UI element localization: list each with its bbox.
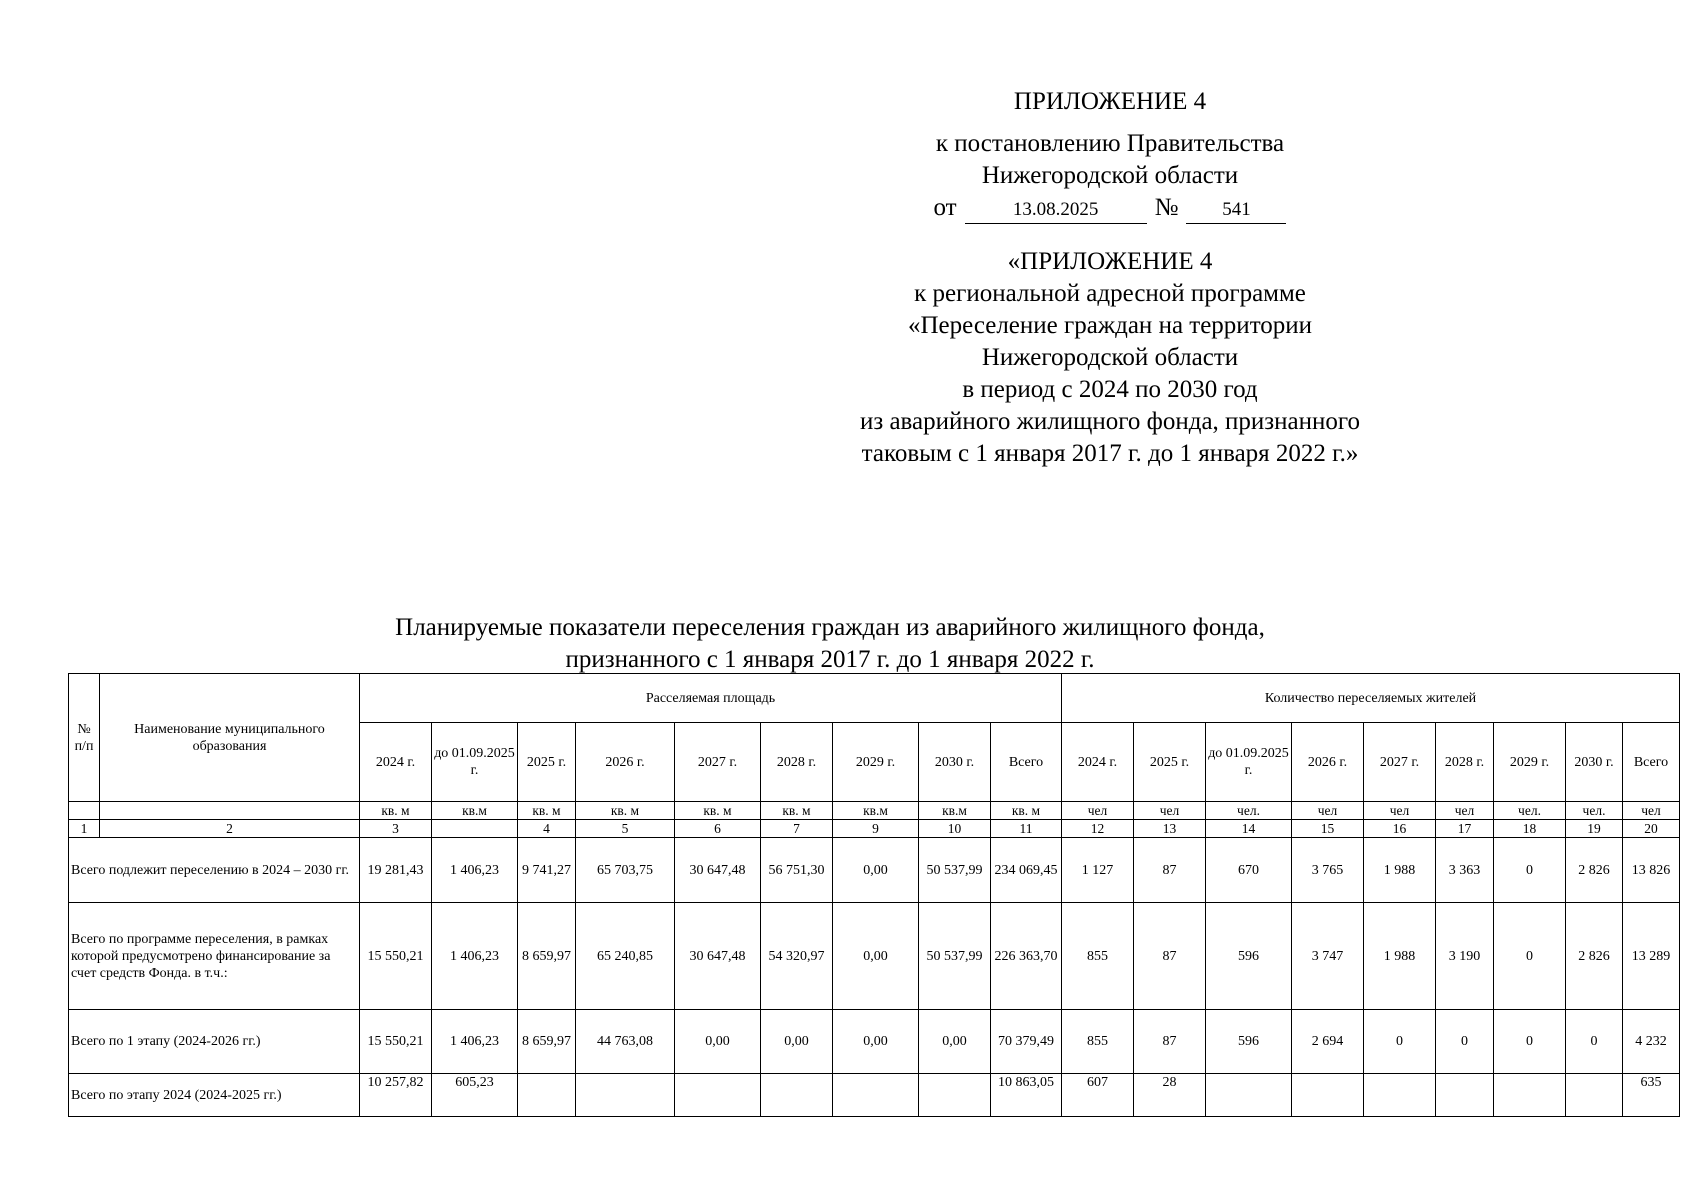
people-year: 2024 г.: [1062, 723, 1134, 802]
unit-cell: чел.: [1494, 802, 1566, 820]
program-line-3: «Переселение граждан на территории: [907, 312, 1313, 339]
area-value: 0,00: [761, 1010, 833, 1074]
people-year: 2030 г.: [1566, 723, 1623, 802]
header-row-column-numbers: [69, 820, 1680, 838]
people-value: 0: [1494, 903, 1566, 1010]
column-number: 3: [360, 820, 432, 838]
people-value: 3 363: [1436, 838, 1494, 903]
number-sign: №: [1154, 194, 1179, 221]
area-value: [518, 1074, 576, 1117]
people-value: 0: [1364, 1010, 1436, 1074]
people-value: 0: [1566, 1010, 1623, 1074]
area-value: [833, 1074, 919, 1117]
people-value: 87: [1134, 1010, 1206, 1074]
people-value: 3 190: [1436, 903, 1494, 1010]
unit-cell: [69, 802, 100, 820]
area-total-value: 70 379,49: [991, 1010, 1062, 1074]
people-total-value: 13 289: [1623, 903, 1680, 1010]
people-value: [1206, 1074, 1292, 1117]
header-row-groups: [69, 674, 1680, 723]
people-year: 2029 г.: [1494, 723, 1566, 802]
row-name: Всего по 1 этапу (2024-2026 гг.): [69, 1010, 360, 1074]
row-name: Всего подлежит переселению в 2024 – 2030 гг.: [69, 838, 360, 903]
people-value: 2 826: [1566, 903, 1623, 1010]
people-value: [1494, 1074, 1566, 1117]
people-value: 0: [1494, 1010, 1566, 1074]
people-value: 28: [1134, 1074, 1206, 1117]
area-year: 2025 г.: [518, 723, 576, 802]
area-year: 2030 г.: [919, 723, 991, 802]
people-value: 855: [1062, 903, 1134, 1010]
table-title-line-1: Планируемые показатели переселения граждан из аварийного жилищного фонда,: [395, 614, 1265, 641]
people-total-value: 13 826: [1623, 838, 1680, 903]
column-number: 19: [1566, 820, 1623, 838]
people-value: 1 127: [1062, 838, 1134, 903]
unit-cell: чел.: [1566, 802, 1623, 820]
area-year: 2028 г.: [761, 723, 833, 802]
unit-cell: кв.м: [919, 802, 991, 820]
resolution-date-line: [780, 192, 1440, 224]
header-area-group: Расселяемая площадь: [360, 674, 1062, 723]
area-year: 2027 г.: [675, 723, 761, 802]
area-value: 30 647,48: [675, 838, 761, 903]
program-line-1: «ПРИЛОЖЕНИЕ 4: [1007, 248, 1213, 275]
area-value: 0,00: [675, 1010, 761, 1074]
unit-cell: чел: [1062, 802, 1134, 820]
unit-cell: кв. м: [761, 802, 833, 820]
unit-cell: чел: [1623, 802, 1680, 820]
column-number: 6: [675, 820, 761, 838]
unit-cell: чел: [1436, 802, 1494, 820]
column-number: 14: [1206, 820, 1292, 838]
appendix-header: [780, 86, 1440, 470]
area-value: 605,23: [432, 1074, 518, 1117]
area-value: 1 406,23: [432, 1010, 518, 1074]
area-value: 15 550,21: [360, 1010, 432, 1074]
column-number: 20: [1623, 820, 1680, 838]
table-row: [69, 1010, 1680, 1074]
people-total: Всего: [1623, 723, 1680, 802]
column-number: 5: [576, 820, 675, 838]
resolution-line-2: Нижегородской области: [981, 162, 1239, 189]
area-value: 0,00: [833, 838, 919, 903]
people-total-value: 635: [1623, 1074, 1680, 1117]
header-row-units: [69, 802, 1680, 820]
column-number: 11: [991, 820, 1062, 838]
unit-cell: [100, 802, 360, 820]
people-value: [1436, 1074, 1494, 1117]
people-value: 607: [1062, 1074, 1134, 1117]
area-value: [576, 1074, 675, 1117]
unit-cell: чел: [1364, 802, 1436, 820]
column-number: 13: [1134, 820, 1206, 838]
area-value: 8 659,97: [518, 903, 576, 1010]
area-year: 2029 г.: [833, 723, 919, 802]
area-total-value: 234 069,45: [991, 838, 1062, 903]
people-value: 0: [1494, 838, 1566, 903]
column-number: 2: [100, 820, 360, 838]
area-value: [761, 1074, 833, 1117]
area-value: 56 751,30: [761, 838, 833, 903]
people-value: 2 826: [1566, 838, 1623, 903]
program-line-2: к региональной адресной программе: [914, 280, 1306, 307]
column-number: 10: [919, 820, 991, 838]
unit-cell: кв. м: [576, 802, 675, 820]
area-total-value: 10 863,05: [991, 1074, 1062, 1117]
people-year: 2027 г.: [1364, 723, 1436, 802]
unit-cell: кв. м: [360, 802, 432, 820]
column-number: 12: [1062, 820, 1134, 838]
table-row: [69, 1074, 1680, 1117]
people-value: [1364, 1074, 1436, 1117]
people-value: 1 988: [1364, 903, 1436, 1010]
column-number: 17: [1436, 820, 1494, 838]
appendix-title: ПРИЛОЖЕНИЕ 4: [1013, 88, 1207, 115]
people-value: 3 747: [1292, 903, 1364, 1010]
unit-cell: кв.м: [432, 802, 518, 820]
people-value: 1 988: [1364, 838, 1436, 903]
program-line-7: таковым с 1 января 2017 г. до 1 января 2022 г.»: [861, 440, 1359, 467]
people-value: 87: [1134, 903, 1206, 1010]
people-value: 0: [1436, 1010, 1494, 1074]
unit-cell: чел: [1134, 802, 1206, 820]
area-year: до 01.09.2025 г.: [432, 723, 518, 802]
unit-cell: кв. м: [991, 802, 1062, 820]
column-number: 16: [1364, 820, 1436, 838]
area-value: 65 240,85: [576, 903, 675, 1010]
unit-cell: чел.: [1206, 802, 1292, 820]
table-title: [210, 612, 1450, 676]
area-year: 2024 г.: [360, 723, 432, 802]
unit-cell: кв. м: [518, 802, 576, 820]
resolution-date: 13.08.2025: [965, 199, 1147, 224]
area-value: 54 320,97: [761, 903, 833, 1010]
column-number: 4: [518, 820, 576, 838]
people-value: 3 765: [1292, 838, 1364, 903]
column-number: 9: [833, 820, 919, 838]
area-value: [675, 1074, 761, 1117]
area-value: 0,00: [833, 903, 919, 1010]
unit-cell: чел: [1292, 802, 1364, 820]
area-value: 30 647,48: [675, 903, 761, 1010]
area-total: Всего: [991, 723, 1062, 802]
area-value: 19 281,43: [360, 838, 432, 903]
row-name: Всего по этапу 2024 (2024-2025 гг.): [69, 1074, 360, 1117]
table-row: [69, 838, 1680, 903]
area-value: 1 406,23: [432, 838, 518, 903]
people-value: 87: [1134, 838, 1206, 903]
table-row: [69, 903, 1680, 1010]
resolution-number: 541: [1186, 199, 1286, 224]
header-people-group: Количество переселяемых жителей: [1062, 674, 1680, 723]
unit-cell: кв.м: [833, 802, 919, 820]
resettlement-table: [68, 673, 1680, 1117]
area-value: 15 550,21: [360, 903, 432, 1010]
header-name: Наименование муниципального образования: [100, 674, 360, 802]
header-num: № п/п: [69, 674, 100, 802]
people-value: [1292, 1074, 1364, 1117]
row-name: Всего по программе переселения, в рамках которой предусмотрено финансирование за счет средств Фонда. в т.ч.:: [69, 903, 360, 1010]
people-value: 596: [1206, 903, 1292, 1010]
people-year: 2026 г.: [1292, 723, 1364, 802]
column-number: 18: [1494, 820, 1566, 838]
area-value: 50 537,99: [919, 838, 991, 903]
column-number: 1: [69, 820, 100, 838]
area-value: 9 741,27: [518, 838, 576, 903]
area-value: 0,00: [833, 1010, 919, 1074]
program-line-4: Нижегородской области: [981, 344, 1239, 371]
people-year: 2028 г.: [1436, 723, 1494, 802]
people-total-value: 4 232: [1623, 1010, 1680, 1074]
people-year: 2025 г.: [1134, 723, 1206, 802]
unit-cell: кв. м: [675, 802, 761, 820]
area-value: 8 659,97: [518, 1010, 576, 1074]
date-prefix: от: [933, 194, 957, 221]
people-value: [1566, 1074, 1623, 1117]
column-number: 15: [1292, 820, 1364, 838]
area-total-value: 226 363,70: [991, 903, 1062, 1010]
people-value: 596: [1206, 1010, 1292, 1074]
column-number: 7: [761, 820, 833, 838]
area-value: 0,00: [919, 1010, 991, 1074]
people-year: до 01.09.2025 г.: [1206, 723, 1292, 802]
program-line-6: из аварийного жилищного фонда, признанного: [859, 408, 1361, 435]
area-value: [919, 1074, 991, 1117]
area-value: 44 763,08: [576, 1010, 675, 1074]
area-year: 2026 г.: [576, 723, 675, 802]
area-value: 65 703,75: [576, 838, 675, 903]
people-value: 670: [1206, 838, 1292, 903]
people-value: 855: [1062, 1010, 1134, 1074]
program-line-5: в период с 2024 по 2030 год: [962, 376, 1258, 403]
column-number: [432, 820, 518, 838]
table-title-line-2: признанного с 1 января 2017 г. до 1 января 2022 г.: [565, 646, 1095, 673]
resolution-line-1: к постановлению Правительства: [935, 130, 1285, 157]
area-value: 10 257,82: [360, 1074, 432, 1117]
area-value: 50 537,99: [919, 903, 991, 1010]
people-value: 2 694: [1292, 1010, 1364, 1074]
area-value: 1 406,23: [432, 903, 518, 1010]
